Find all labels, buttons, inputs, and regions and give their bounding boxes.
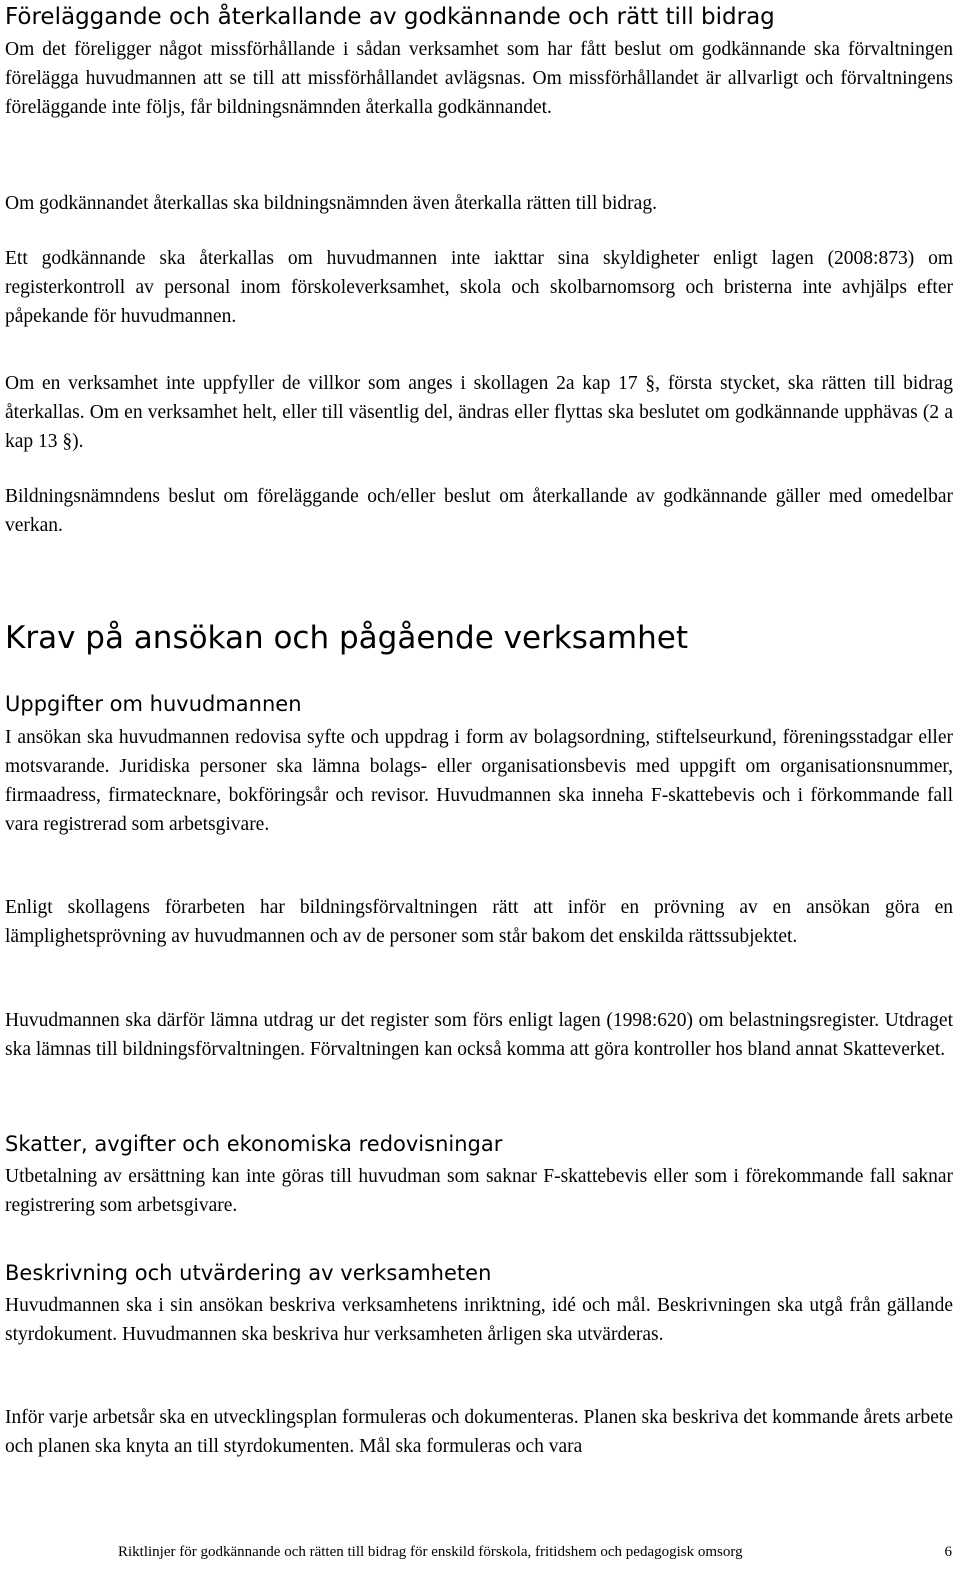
- paragraph: Bildningsnämndens beslut om föreläggande och/eller beslut om återkallande av godkännande gäller med omedelbar verkan.: [5, 486, 953, 536]
- paragraph: Om godkännandet återkallas ska bildningsnämnden även återkalla rätten till bidrag.: [5, 193, 657, 214]
- paragraph: Enligt skollagens förarbeten har bildningsförvaltningen rätt att inför en prövning av en ansökan göra en lämplighetsprövning av huvudmannen och av de personer som står bakom det enskilda rättssubjektet.: [5, 897, 953, 947]
- subheading-skatter: Skatter, avgifter och ekonomiska redovisningar: [5, 1132, 503, 1156]
- subheading-uppgifter: Uppgifter om huvudmannen: [5, 692, 302, 716]
- paragraph: Om en verksamhet inte uppfyller de villkor som anges i skollagen 2a kap 17 §, första stycket, ska rätten till bidrag återkallas. Om en verksamhet helt, eller till väsentlig del, ändras eller flyttas ska beslutet om godkännande upphävas (2 a kap 13 §).: [5, 373, 953, 452]
- paragraph: Utbetalning av ersättning kan inte göras till huvudman som saknar F-skattebevis eller som i förekommande fall saknar registrering som arbetsgivare.: [5, 1166, 953, 1216]
- paragraph: Inför varje arbetsår ska en utvecklingsplan formuleras och dokumenteras. Planen ska beskriva det kommande årets arbete och planen ska knyta an till styrdokumenten. Mål ska formuleras och vara: [5, 1407, 953, 1457]
- paragraph: I ansökan ska huvudmannen redovisa syfte och uppdrag i form av bolagsordning, stiftelseurkund, föreningsstadgar eller motsvarande. Juridiska personer ska lämna bolags- eller organisationsbevis med uppgift om organisationsnummer, firmaadress, firmatecknare, bokföringsår och revisor. Huvudmannen ska inneha F-skattebevis och i förkommande fall vara registrerad som arbetsgivare.: [5, 727, 953, 835]
- page-number: 6: [944, 1544, 952, 1560]
- footer-title: Riktlinjer för godkännande och rätten till bidrag för enskild förskola, fritidshem och pedagogisk omsorg: [118, 1544, 743, 1560]
- section-heading-forelaggande: Föreläggande och återkallande av godkännande och rätt till bidrag: [5, 4, 775, 30]
- paragraph: Huvudmannen ska därför lämna utdrag ur det register som förs enligt lagen (1998:620) om belastningsregister. Utdraget ska lämnas till bildningsförvaltningen. Förvaltningen kan också komma att göra kontroller hos bland annat Skatteverket.: [5, 1010, 953, 1060]
- paragraph: Huvudmannen ska i sin ansökan beskriva verksamhetens inriktning, idé och mål. Beskrivningen ska utgå från gällande styrdokument. Huvudmannen ska beskriva hur verksamheten årligen ska utvärderas.: [5, 1295, 953, 1345]
- major-heading-krav: Krav på ansökan och pågående verksamhet: [5, 620, 688, 656]
- subheading-beskrivning: Beskrivning och utvärdering av verksamheten: [5, 1261, 492, 1285]
- paragraph: Ett godkännande ska återkallas om huvudmannen inte iakttar sina skyldigheter enligt lagen (2008:873) om registerkontroll av personal inom förskoleverksamhet, skola och skolbarnomsorg och bristerna inte avhjälps efter påpekande för huvudmannen.: [5, 248, 953, 327]
- paragraph: Om det föreligger något missförhållande i sådan verksamhet som har fått beslut om godkännande ska förvaltningen förelägga huvudmannen att se till att missförhållandet avlägsnas. Om missförhållandet är allvarligt och förvaltningens föreläggande inte följs, får bildningsnämnden återkalla godkännandet.: [5, 39, 953, 118]
